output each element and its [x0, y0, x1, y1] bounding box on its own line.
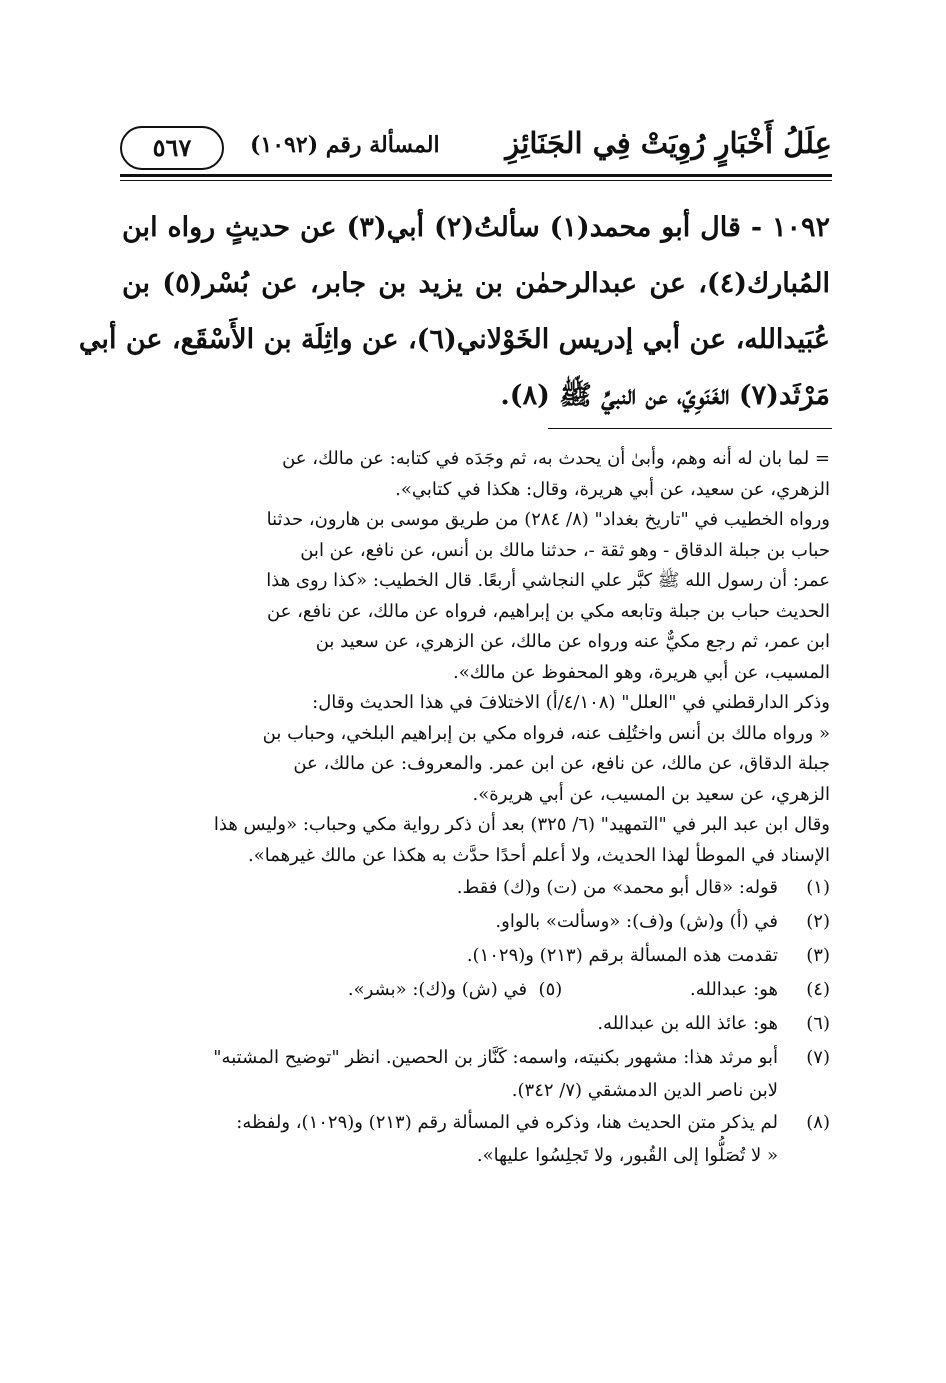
note-line: « ورواه مالك بن أنس واختُلِف عنه، فرواه مكي بن إبراهيم البلخي، وحباب بن: [262, 722, 830, 744]
footnote-number: (٧): [806, 1047, 830, 1068]
footnote-3: [122, 939, 830, 973]
note-line: وذكر الدارقطني في "العلل" (٤/١٠٨/أ) الاختلافَ في هذا الحديث وقال:: [312, 692, 830, 713]
footnote-number: (٨): [806, 1112, 830, 1133]
footnote-text: قوله: «قال أبو محمد» من (ت) و(ك) فقط.: [456, 877, 778, 898]
main-line: عُبَيدالله، عن أبي إدريس الخَوْلاني(٦)، عن واثِلَة بن الأَسْقَع، عن أبي: [78, 324, 830, 355]
footnote-7: [122, 1041, 830, 1075]
footnote-number: (٣): [806, 945, 830, 966]
main-line: ١٠٩٢ - قال أبو محمد(١) سألتُ(٢) أبي(٣) عن حديثٍ رواه ابن: [122, 212, 830, 243]
footnote-number: (٥): [538, 979, 563, 1000]
note-line: المسيب، عن أبي هريرة، وهو المحفوظ عن مالك».: [453, 661, 830, 683]
note-line: الزهري، عن سعيد بن المسيب، عن أبي هريرة».: [472, 783, 830, 805]
footnote-4-5: [122, 973, 830, 1007]
main-line: المُبارك(٤)، عن عبدالرحمٰن بن يزيد بن جابر، عن بُسْر(٥) بن: [122, 268, 830, 299]
note-line: الإسناد في الموطأ لهذا الحديث، ولا أعلم أحدًا حدَّث به هكذا عن مالك غيرهما».: [248, 844, 830, 866]
footnote-text: هو: عبدالله.: [689, 979, 778, 1000]
header-rule-thick: [120, 174, 832, 177]
footnote-text: في (أ) و(ش) و(ف): «وسألت» بالواو.: [495, 911, 778, 932]
page-number: ٥٦٧: [120, 126, 224, 170]
note-line: الحديث حباب بن جبلة وتابعه مكي بن إبراهيم، فرواه عن مالك، عن نافع، عن: [266, 600, 830, 622]
footnote-text: لم يذكر متن الحديث هنا، وذكره في المسألة رقم (٢١٣) و(١٠٢٩)، ولفظه:: [236, 1112, 778, 1133]
main-line: مَرْثَد(٧) الغَنَوِيّ، عن النبيِّ ﷺ (٨).: [500, 380, 830, 411]
footnote-text-continued: لابن ناصر الدين الدمشقي (٧/ ٣٤٢).: [511, 1080, 778, 1101]
note-line: وقال ابن عبد البر في "التمهيد" (٦/ ٣٢٥) بعد أن ذكر رواية مكي وحباب: «وليس هذا: [213, 814, 830, 835]
footnote-number: (١): [806, 877, 830, 898]
footnote-number: (٤): [806, 979, 830, 1000]
footnote-text: أبو مرثد هذا: مشهور بكنيته، واسمه: كَنَّاز بن الحصين. انظر "توضيح المشتبه": [213, 1047, 778, 1068]
footnote-text: هو: عائذ الله بن عبدالله.: [597, 1013, 778, 1034]
note-line: = لما بان له أنه وهم، وأبىٰ أن يحدث به، ثم وجَدَه في كتابه: عن مالك، عن: [282, 448, 830, 469]
footnote-6: [122, 1007, 830, 1041]
footnote-separator: [548, 428, 832, 429]
note-line: ابن عمر، ثم رجع مكيٌّ عنه ورواه عن مالك، عن الزهري، عن سعيد بن: [315, 631, 830, 652]
footnotes: [122, 444, 830, 1171]
note-line: الزهري، عن سعيد، عن أبي هريرة، وقال: هكذا في كتابي».: [395, 478, 830, 500]
note-line: عمر: أن رسول الله ﷺ كبَّر علي النجاشي أربعًا. قال الخطيب: «كذا روى هذا: [266, 570, 830, 591]
issue-label: المسألة رقم (١٠٩٢): [250, 132, 440, 158]
footnote-2: [122, 905, 830, 939]
footnote-text: تقدمت هذه المسألة برقم (٢١٣) و(١٠٢٩).: [466, 945, 778, 966]
footnote-number: (٦): [806, 1013, 830, 1034]
footnote-text-continued: « لا تُصَلُّوا إلى القُبور، ولا تَجلِسُوا عليها».: [476, 1145, 778, 1166]
note-line: ورواه الخطيب في "تاريخ بغداد" (٨/ ٢٨٤) من طريق موسى بن هارون، حدثنا: [266, 509, 830, 530]
running-header: [120, 120, 832, 178]
book-title: عِلَلُ أَخْبَارٍ رُوِيَتْ فِي الجَنَائِزِ: [505, 126, 832, 160]
footnote-number: (٢): [806, 911, 830, 932]
footnote-text: في (ش) و(ك): «بشر».: [347, 979, 528, 1000]
footnote-5: [348, 973, 562, 1007]
note-line: جبلة الدقاق، عن مالك، عن نافع، عن ابن عمر. والمعروف: عن مالك، عن: [293, 753, 830, 774]
footnote-8: [122, 1106, 830, 1140]
note-line: حباب بن جبلة الدقاق - وهو ثقة -، حدثنا مالك بن أنس، عن نافع، عن ابن: [300, 539, 830, 561]
main-text: [78, 200, 830, 424]
footnote-1: [122, 871, 830, 905]
header-rule-thin: [120, 180, 832, 181]
